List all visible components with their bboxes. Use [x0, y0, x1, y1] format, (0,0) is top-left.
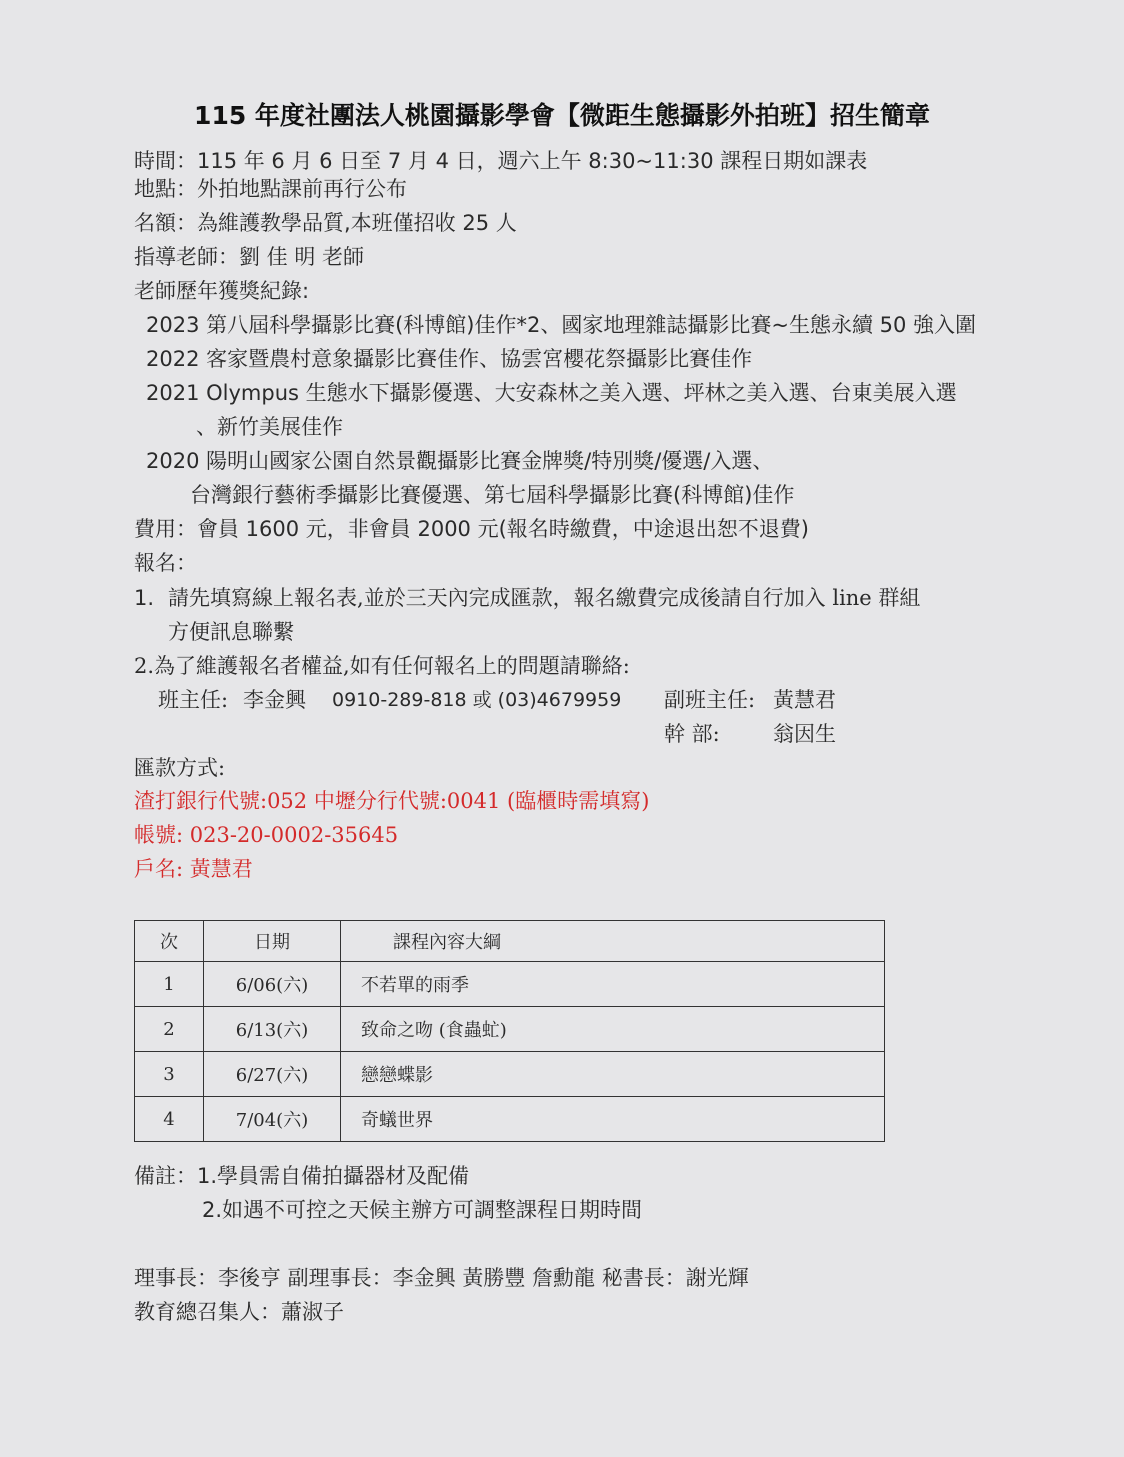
time-line: 時間：115 年 6 月 6 日至 7 月 4 日，週六上午 8:30~11:30 課程日期如課表	[134, 149, 868, 173]
officers-line-2: 教育總召集人：蕭淑子	[134, 1300, 344, 1324]
award-2020: 2020 陽明山國家公園自然景觀攝影比賽金牌獎/特別獎/優選/入選、	[146, 449, 774, 473]
director-phone: 0910-289-818 或 (03)4679959	[332, 689, 622, 711]
award-2023: 2023 第八屆科學攝影比賽(科博館)佳作*2、國家地理雜誌攝影比賽~生態永續 50 強入圍	[146, 313, 977, 337]
vice-director-label: 副班主任:	[664, 688, 756, 712]
remit-bank: 渣打銀行代號:052 中壢分行代號:0041 (臨櫃時需填寫)	[134, 789, 650, 813]
register-item1-number: 1.	[134, 586, 155, 610]
table-row	[135, 962, 885, 1007]
register-heading: 報名：	[134, 551, 197, 575]
place-line: 地點：外拍地點課前再行公布	[134, 177, 407, 201]
table-row	[135, 1052, 885, 1097]
cell-date: 6/06(六)	[204, 962, 341, 1007]
fee-line: 費用：會員 1600 元，非會員 2000 元(報名時繳費，中途退出恕不退費)	[134, 517, 809, 541]
officers-line-1: 理事長：李後亨 副理事長：李金興 黃勝豐 詹勳龍 秘書長：謝光輝	[134, 1266, 749, 1290]
award-2021: 2021 Olympus 生態水下攝影優選、大安森林之美入選、坪林之美入選、台東美展入選	[146, 381, 957, 405]
page-title: 115 年度社團法人桃園攝影學會【微距生態攝影外拍班】招生簡章	[194, 101, 930, 130]
quota-line: 名額：為維護教學品質,本班僅招收 25 人	[134, 211, 517, 235]
cell-outline: 致命之吻 (食蟲虻)	[341, 1007, 885, 1052]
cell-date: 7/04(六)	[204, 1097, 341, 1142]
remit-holder: 戶名: 黃慧君	[134, 857, 253, 881]
header-outline: 課程內容大綱	[341, 921, 885, 962]
cell-session: 2	[135, 1007, 204, 1052]
schedule-table	[134, 920, 885, 1142]
cell-outline: 戀戀蝶影	[341, 1052, 885, 1097]
header-session: 次	[135, 921, 204, 962]
register-item1-text: 請先填寫線上報名表,並於三天內完成匯款，報名繳費完成後請自行加入 line 群組	[168, 586, 921, 610]
cell-date: 6/27(六)	[204, 1052, 341, 1097]
vice-director-name: 黃慧君	[773, 688, 836, 712]
officer-label: 幹 部:	[664, 722, 720, 746]
register-item1-cont: 方便訊息聯繫	[168, 620, 294, 644]
table-header-row	[135, 921, 885, 962]
remit-heading: 匯款方式:	[134, 756, 226, 780]
director-label: 班主任:	[158, 688, 229, 712]
cell-session: 3	[135, 1052, 204, 1097]
awards-heading: 老師歷年獲獎紀錄:	[134, 279, 310, 303]
table-row	[135, 1097, 885, 1142]
remit-account: 帳號: 023-20-0002-35645	[134, 823, 399, 847]
officer-name: 翁因生	[773, 722, 836, 746]
header-date: 日期	[204, 921, 341, 962]
teacher-line: 指導老師：劉 佳 明 老師	[134, 245, 365, 269]
table-row	[135, 1007, 885, 1052]
notes-line-1: 備註：1.學員需自備拍攝器材及配備	[134, 1164, 470, 1188]
cell-outline: 不若單的雨季	[341, 962, 885, 1007]
director-name: 李金興	[243, 688, 306, 712]
award-2022: 2022 客家暨農村意象攝影比賽佳作、協雲宮櫻花祭攝影比賽佳作	[146, 347, 753, 371]
award-2020-cont: 台灣銀行藝術季攝影比賽優選、第七屆科學攝影比賽(科博館)佳作	[190, 483, 795, 507]
award-2021-cont: 、新竹美展佳作	[196, 415, 343, 439]
cell-session: 1	[135, 962, 204, 1007]
notes-line-2: 2.如遇不可控之天候主辦方可調整課程日期時間	[202, 1198, 643, 1222]
cell-date: 6/13(六)	[204, 1007, 341, 1052]
cell-outline: 奇蟻世界	[341, 1097, 885, 1142]
register-item2-text: 2.為了維護報名者權益,如有任何報名上的問題請聯絡:	[134, 654, 630, 678]
cell-session: 4	[135, 1097, 204, 1142]
